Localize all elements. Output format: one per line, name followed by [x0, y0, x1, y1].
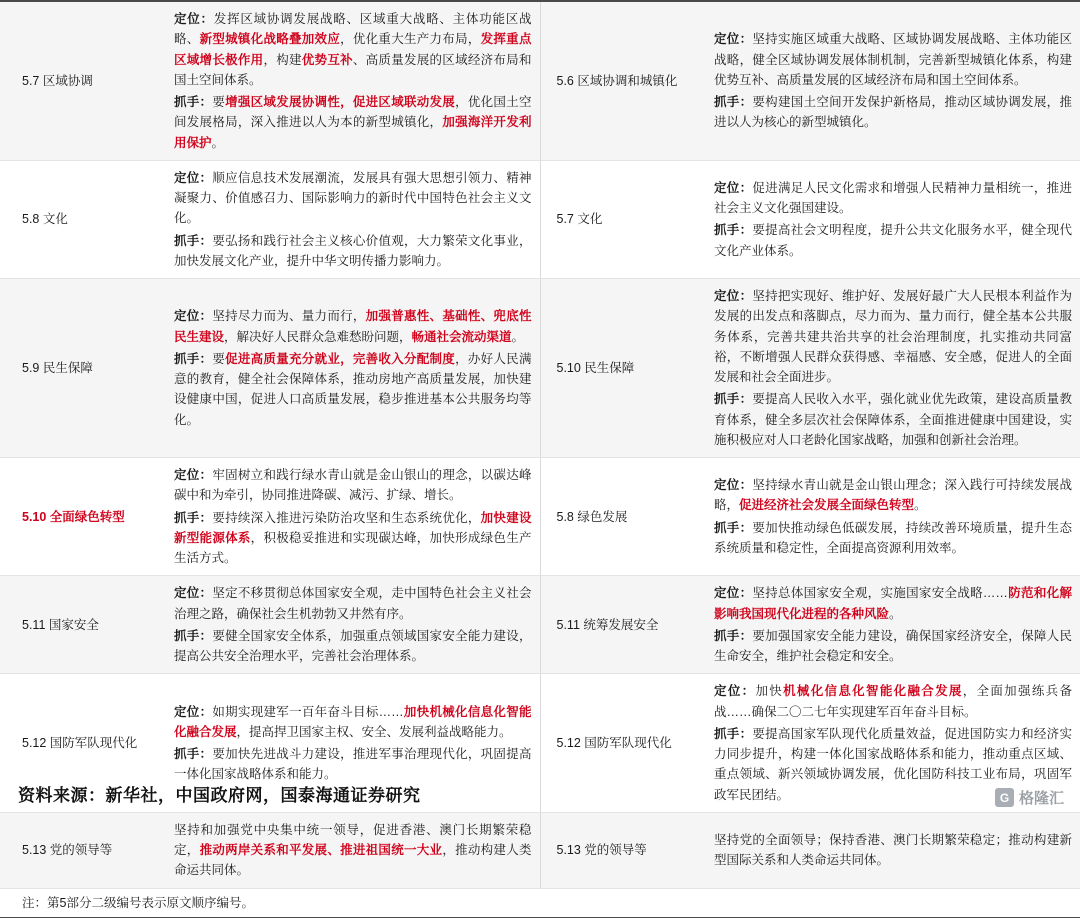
clause-text: 要弘扬和践行社会主义核心价值观，大力繁荣文化事业，加快发展文化产业，提升中华文明传播力影响力。: [174, 233, 532, 268]
clause-paragraph: [174, 820, 532, 881]
clause-text: 要加强国家安全能力建设，确保国家经济安全，保障人民生命安全，维护社会稳定和安全。: [714, 628, 1072, 663]
row-body-right: [706, 279, 1080, 458]
clause-emphasis: 促进经济社会发展全面绿色转型: [739, 498, 915, 513]
clause-text: 要加快先进战斗力建设，推进军事治理现代化，巩固提高一体化国家战略体系和能力。: [174, 747, 532, 782]
row-label-right-text: 5.10 民生保障: [556, 360, 635, 375]
clause-text: 要: [212, 351, 226, 366]
clause-paragraph: [714, 626, 1072, 667]
clause-lead: 定位：: [714, 32, 753, 47]
clause-paragraph: [174, 306, 532, 347]
row-label-left: [0, 1, 166, 160]
clause-paragraph: [174, 231, 532, 272]
clause-lead: 定位：: [714, 478, 753, 493]
clause-text: 要提高国家军队现代化质量效益，促进国防实力和经济实力同步提升，构建一体化国家战略体系和能力，推动重点区域、重点领域、新兴领域协调发展，优化国防科技工业布局，巩固军政军民团结。: [714, 726, 1072, 802]
clause-text: 。: [914, 498, 927, 513]
clause-paragraph: [174, 349, 532, 430]
clause-paragraph: [714, 830, 1072, 871]
row-label-left: [0, 812, 166, 888]
clause-text: 要构建国土空间开发保护新格局，推动区域协调发展，推进以人为核心的新型城镇化。: [714, 95, 1072, 130]
row-label-right-text: 5.11 统筹发展安全: [556, 617, 659, 632]
clause-paragraph: [714, 389, 1072, 450]
source-line: 资料来源：新华社，中国政府网，国泰海通证券研究: [18, 786, 421, 805]
row-label-right: [540, 1, 706, 160]
clause-emphasis: 发挥重点区域增长极作用: [174, 32, 532, 67]
clause-lead: 抓手：: [714, 628, 753, 643]
clause-text: 坚持绿水青山就是金山银山理念；深入践行可持续发展战略，: [714, 478, 1072, 513]
clause-lead: 定位：: [714, 586, 753, 601]
clause-paragraph: [174, 744, 532, 785]
clause-paragraph: [174, 702, 532, 743]
clause-text: ，积极稳妥推进和实现碳达峰，加快形成绿色生产生活方式。: [174, 530, 532, 565]
clause-text: ，提高捍卫国家主权、安全、发展利益战略能力。: [236, 724, 512, 739]
row-label-right-text: 5.12 国防军队现代化: [556, 735, 672, 750]
clause-lead: 抓手：: [174, 628, 213, 643]
clause-emphasis: 优势互补: [301, 52, 353, 67]
clause-lead: 定位：: [174, 586, 213, 601]
clause-paragraph: [714, 286, 1072, 387]
clause-lead: 抓手：: [714, 520, 753, 535]
clause-lead: 抓手：: [174, 351, 213, 366]
clause-lead: 抓手：: [714, 95, 753, 109]
clause-paragraph: [714, 92, 1072, 133]
clause-text: 发挥区域协调发展战略、区域重大战略、主体功能区战略、: [174, 12, 532, 47]
clause-lead: 定位：: [174, 704, 213, 719]
clause-emphasis: 推动两岸关系和平发展、推进祖国统一大业: [199, 843, 443, 857]
clause-paragraph: [174, 626, 532, 667]
table-row: [0, 576, 1080, 674]
row-label-right-text: 5.13 党的领导等: [556, 843, 647, 857]
clause-text: 。: [211, 135, 225, 150]
row-body-left: [166, 160, 540, 278]
clause-text: 要: [212, 95, 226, 109]
table-row: [0, 458, 1080, 576]
clause-lead: 抓手：: [174, 95, 213, 109]
row-body-right: [706, 458, 1080, 576]
clause-paragraph: [714, 583, 1072, 624]
row-label-right: [540, 279, 706, 458]
logo-text: 格隆汇: [1018, 790, 1064, 807]
clause-text: 。: [889, 606, 902, 621]
clause-text: 坚持党的全面领导；保持香港、澳门长期繁荣稳定；推动构建新型国际关系和人类命运共同体。: [714, 832, 1072, 868]
clause-emphasis: 加快建设新型能源体系: [174, 510, 532, 545]
row-body-right: [706, 576, 1080, 674]
clause-emphasis: 加强海洋开发利用保护: [174, 115, 532, 150]
row-label-left-text: 5.13 党的领导等: [22, 843, 113, 857]
clause-lead: 定位：: [174, 468, 213, 482]
clause-text: 坚持和加强党中央集中统一领导，促进香港、澳门长期繁荣稳定，: [174, 822, 532, 857]
clause-paragraph: [174, 465, 532, 506]
clause-lead: 定位：: [174, 170, 213, 185]
clause-text: 要健全国家安全体系，加强重点领域国家安全能力建设，提高公共安全治理水平，完善社会治理体系。: [174, 628, 532, 663]
clause-emphasis: 促进高质量充分就业，完善收入分配制度: [225, 351, 456, 366]
row-body-right: [706, 160, 1080, 278]
row-label-left-text: 5.12 国防军队现代化: [22, 735, 138, 750]
row-label-left-text: 5.10 全面绿色转型: [22, 509, 125, 524]
clause-text: 促进满足人民文化需求和增强人民精神力量相统一，推进社会主义文化强国建设。: [714, 180, 1072, 216]
row-label-right-text: 5.8 绿色发展: [556, 509, 628, 524]
watermark-logo: [995, 787, 1064, 808]
clause-lead: 抓手：: [714, 726, 753, 741]
clause-text: 如期实现建军一百年奋斗目标……: [212, 704, 404, 719]
clause-lead: 抓手：: [174, 510, 213, 525]
row-label-left: [0, 458, 166, 576]
table-footnote: 注：第5部分二级编号表示原文顺序编号。: [0, 888, 1080, 917]
clause-text: ，解决好人民群众急难愁盼问题，: [224, 329, 412, 344]
clause-paragraph: [714, 178, 1072, 219]
clause-text: 坚持实施区域重大战略、区域协调发展战略、主体功能区战略，健全区域协调发展体制机制，完善新型城镇化体系，构建优势互补、高质量发展的区域经济布局和国土空间体系。: [714, 32, 1072, 87]
row-label-right-text: 5.6 区域协调和城镇化: [556, 73, 678, 88]
clause-emphasis: 畅通社会流动渠道: [411, 329, 512, 344]
clause-text: ，办好人民满意的教育，健全社会保障体系，推动房地产高质量发展，加快建设健康中国，促进人口高质量发展，稳步推进基本公共服务均等化。: [174, 351, 532, 427]
clause-text: ，全面加强练兵备战……确保二〇二七年实现建军百年奋斗目标。: [714, 684, 1072, 719]
row-body-right: [706, 1, 1080, 160]
clause-text: 加快: [755, 684, 784, 699]
row-body-right: [706, 812, 1080, 888]
table-footnote-row: [0, 888, 1080, 917]
clause-text: ，优化重大生产力布局，: [340, 32, 481, 47]
clause-lead: 定位：: [174, 12, 214, 26]
clause-text: 要提高社会文明程度，提升公共文化服务水平，健全现代文化产业体系。: [714, 223, 1072, 258]
table-row: [0, 812, 1080, 888]
row-label-left-text: 5.7 区域协调: [22, 73, 93, 88]
clause-text: 、高质量发展的区域经济布局和国土空间体系。: [174, 52, 532, 87]
row-label-right: [540, 674, 706, 813]
row-label-left-text: 5.11 国家安全: [22, 617, 99, 632]
clause-emphasis: 加强普惠性、基础性、兜底性民生建设: [174, 309, 532, 344]
row-label-left: [0, 576, 166, 674]
clause-paragraph: [714, 29, 1072, 90]
row-label-right: [540, 160, 706, 278]
clause-emphasis: 新型城镇化战略叠加效应: [199, 32, 341, 47]
clause-lead: 抓手：: [174, 233, 213, 248]
clause-paragraph: [174, 92, 532, 153]
clause-text: 牢固树立和践行绿水青山就是金山银山的理念，以碳达峰碳中和为牵引，协同推进降碳、减污、扩绿、增长。: [174, 468, 532, 503]
clause-paragraph: [174, 168, 532, 229]
clause-text: ，推动构建人类命运共同体。: [174, 843, 532, 878]
clause-lead: 定位：: [714, 289, 753, 303]
clause-emphasis: 加快机械化信息化智能化融合发展: [174, 704, 532, 739]
clause-lead: 定位：: [714, 684, 756, 699]
row-label-left-text: 5.9 民生保障: [22, 360, 93, 375]
clause-text: 。: [511, 329, 525, 344]
table-row: [0, 279, 1080, 458]
clause-text: 要持续深入推进污染防治攻坚和生态系统优化，: [212, 510, 481, 525]
clause-text: 要提高人民收入水平，强化就业优先政策，建设高质量教育体系，健全多层次社会保障体系，全面推进健康中国建设，实施积极应对人口老龄化国家战略，加强和创新社会治理。: [714, 392, 1072, 447]
clause-paragraph: [714, 681, 1072, 722]
clause-emphasis: 防范和化解影响我国现代化进程的各种风险: [714, 586, 1072, 621]
clause-emphasis: 机械化信息化智能化融合发展: [783, 684, 963, 699]
row-label-right: [540, 812, 706, 888]
clause-text: 顺应信息技术发展潮流，发展具有强大思想引领力、精神凝聚力、价值感召力、国际影响力的新时代中国特色社会主义文化。: [174, 170, 532, 226]
clause-lead: 抓手：: [174, 747, 213, 761]
clause-text: ，优化国土空间发展格局，深入推进以人为本的新型城镇化，: [174, 95, 532, 130]
row-body-left: [166, 576, 540, 674]
clause-text: ，构建: [263, 52, 302, 67]
clause-lead: 定位：: [174, 309, 213, 324]
clause-paragraph: [714, 475, 1072, 516]
clause-lead: 抓手：: [714, 392, 753, 407]
clause-text: 坚持总体国家安全观，实施国家安全战略……: [752, 586, 1008, 601]
logo-mark-icon: G: [995, 788, 1014, 807]
row-body-left: [166, 279, 540, 458]
clause-text: 坚持把实现好、维护好、发展好最广大人民根本利益作为发展的出发点和落脚点，尽力而为、量力而行，健全基本公共服务体系，完善共建共治共享的社会治理制度，扎实推动共同富裕，不断增强人民群众获得感、幸福感、安全感，促进人的全面发展和社会全面进步。: [714, 289, 1072, 384]
clause-paragraph: [714, 220, 1072, 261]
row-label-left: [0, 279, 166, 458]
row-label-right: [540, 576, 706, 674]
row-label-left-text: 5.8 文化: [22, 212, 68, 227]
table-row: [0, 160, 1080, 278]
clause-lead: 定位：: [714, 180, 753, 195]
clause-text: 要加快推动绿色低碳发展，持续改善环境质量，提升生态系统质量和稳定性，全面提高资源利用效率。: [714, 520, 1072, 555]
row-body-left: [166, 1, 540, 160]
clause-paragraph: [174, 508, 532, 569]
clause-paragraph: [174, 9, 532, 90]
table-row: [0, 1, 1080, 160]
clause-paragraph: [174, 583, 532, 624]
clause-text: 坚定不移贯彻总体国家安全观，走中国特色社会主义社会治理之路，确保社会生机勃勃又井然有序。: [174, 586, 532, 621]
row-label-left: [0, 160, 166, 278]
row-body-left: [166, 458, 540, 576]
clause-lead: 抓手：: [714, 223, 753, 238]
clause-text: 坚持尽力而为、量力而行，: [212, 309, 366, 324]
row-label-right: [540, 458, 706, 576]
clause-paragraph: [714, 518, 1072, 559]
clause-emphasis: 增强区域发展协调性，促进区域联动发展: [225, 95, 456, 109]
row-body-left: [166, 812, 540, 888]
row-label-right-text: 5.7 文化: [556, 212, 603, 227]
